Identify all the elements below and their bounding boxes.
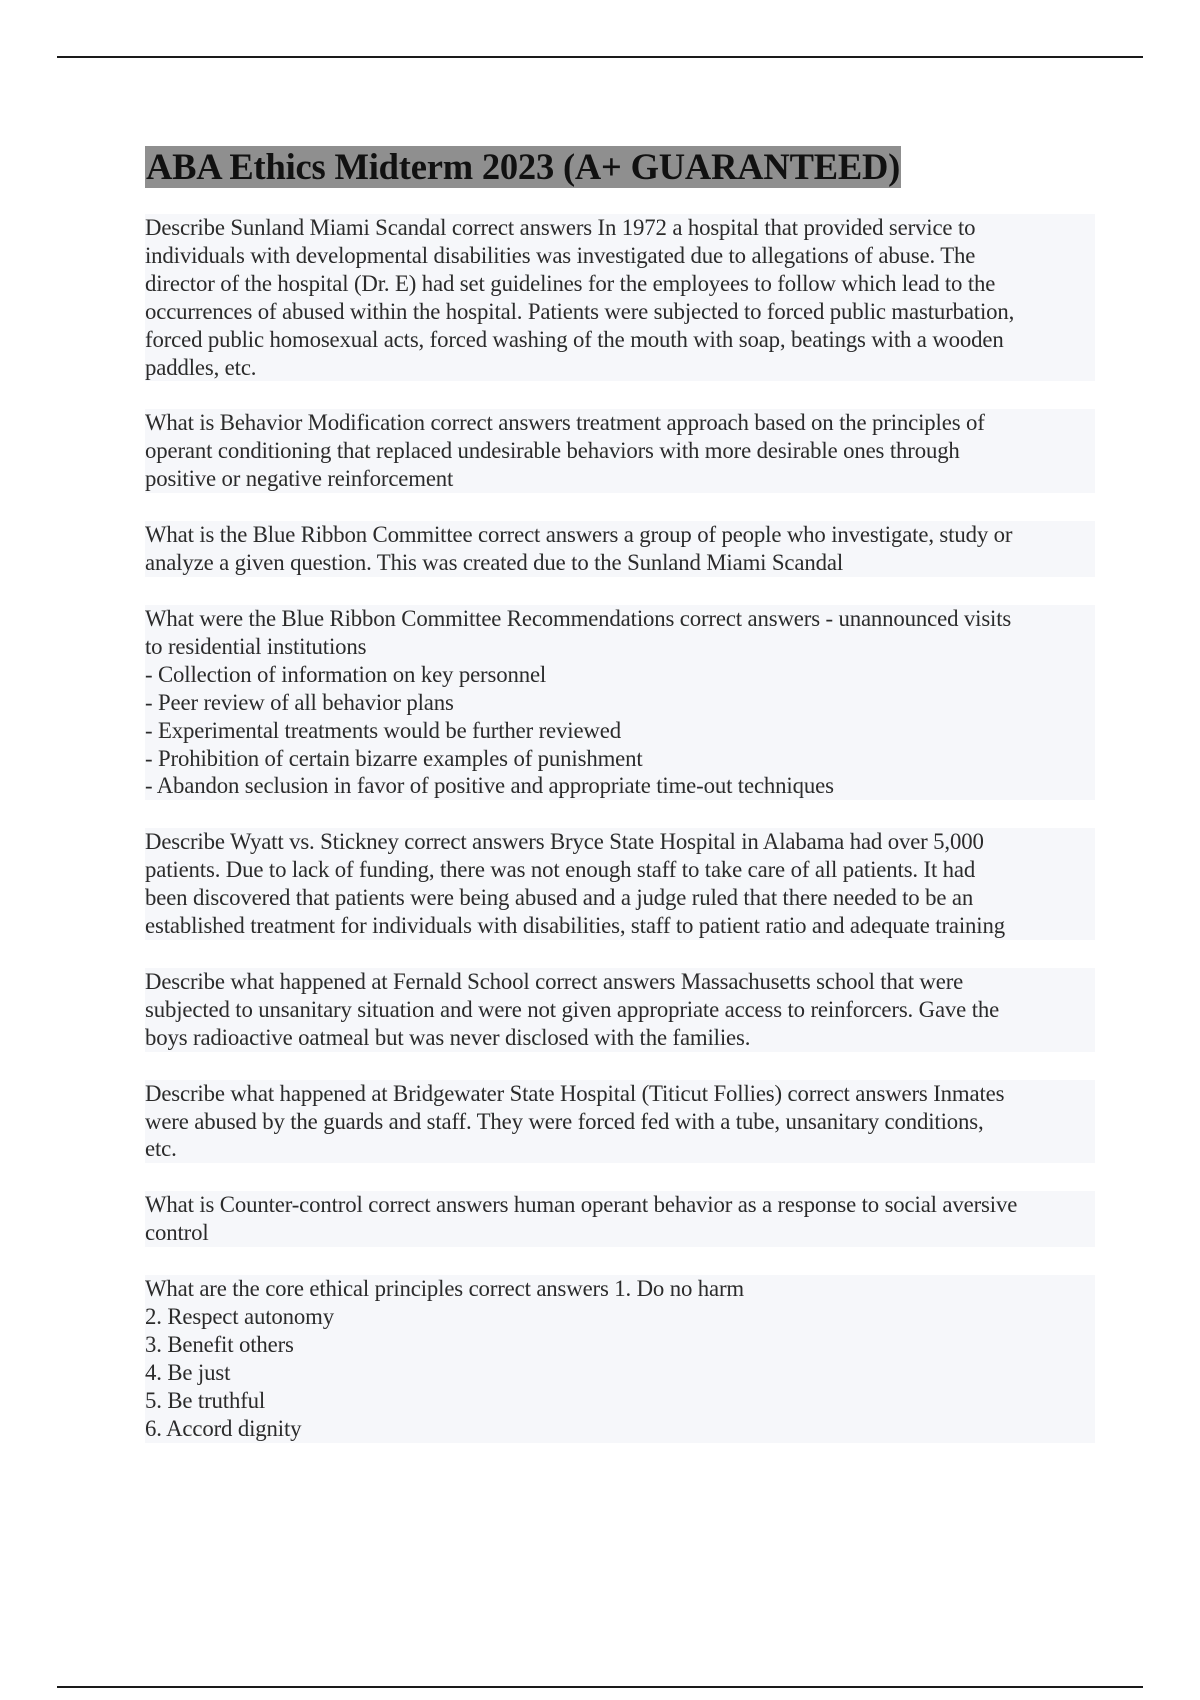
qa-text-line: What is Behavior Modification correct answers treatment approach based on the principles of <box>145 410 985 436</box>
qa-text-line: boys radioactive oatmeal but was never disclosed with the families. <box>145 1024 751 1050</box>
document-body <box>145 146 1095 1471</box>
qa-text-line: paddles, etc. <box>145 354 257 380</box>
document-title: ABA Ethics Midterm 2023 (A+ GUARANTEED) <box>146 146 901 187</box>
qa-text-line: 5. Be truthful <box>145 1387 266 1413</box>
qa-text-line: individuals with developmental disabilities was investigated due to allegations of abuse. The <box>145 242 976 268</box>
qa-entry <box>145 521 1095 577</box>
qa-text-line: etc. <box>145 1136 177 1162</box>
qa-text-line: Describe what happened at Fernald School correct answers Massachusetts school that were <box>145 968 964 994</box>
qa-text-line: Describe what happened at Bridgewater State Hospital (Titicut Follies) correct answers Inmates <box>145 1080 1005 1106</box>
qa-text-line: Describe Wyatt vs. Stickney correct answers Bryce State Hospital in Alabama had over 5,000 <box>145 829 984 855</box>
qa-entry <box>145 1080 1095 1164</box>
qa-text-line: 2. Respect autonomy <box>145 1304 334 1330</box>
qa-entry <box>145 968 1095 1052</box>
qa-entry <box>145 214 1095 381</box>
top-rule <box>57 56 1143 58</box>
qa-entry <box>145 409 1095 493</box>
qa-text-line: 6. Accord dignity <box>145 1415 302 1441</box>
qa-text-line: 3. Benefit others <box>145 1332 294 1357</box>
qa-entry <box>145 1275 1095 1442</box>
qa-list <box>145 214 1095 1443</box>
qa-text-line: - Collection of information on key personnel <box>145 661 547 687</box>
qa-text-line: - Experimental treatments would be further reviewed <box>145 717 621 743</box>
qa-entry <box>145 828 1095 940</box>
qa-text-line: occurrences of abused within the hospital. Patients were subjected to forced public masturbation, <box>145 298 1015 324</box>
qa-text-line: What are the core ethical principles correct answers 1. Do no harm <box>145 1276 745 1302</box>
qa-text-line: - Prohibition of certain bizarre examples of punishment <box>145 745 643 771</box>
qa-text-line: patients. Due to lack of funding, there was not enough staff to take care of all patients. It had <box>145 857 976 883</box>
qa-text-line: positive or negative reinforcement <box>145 466 454 492</box>
qa-text-line: - Peer review of all behavior plans <box>145 689 454 715</box>
qa-text-line: analyze a given question. This was created due to the Sunland Miami Scandal <box>145 550 844 576</box>
qa-text-line: control <box>145 1220 209 1246</box>
bottom-rule <box>57 1686 1143 1688</box>
qa-entry <box>145 1191 1095 1247</box>
qa-text-line: operant conditioning that replaced undesirable behaviors with more desirable ones through <box>145 438 960 464</box>
qa-text-line: What is Counter-control correct answers human operant behavior as a response to social aversive <box>145 1192 1018 1218</box>
qa-text-line: been discovered that patients were being abused and a judge ruled that there needed to be an <box>145 885 974 911</box>
qa-text-line: director of the hospital (Dr. E) had set guidelines for the employees to follow which lead to the <box>145 270 996 296</box>
qa-text-line: forced public homosexual acts, forced washing of the mouth with soap, beatings with a wooden <box>145 326 1004 352</box>
qa-text-line: established treatment for individuals with disabilities, staff to patient ratio and adequate training <box>145 913 1005 939</box>
qa-text-line: What were the Blue Ribbon Committee Recommendations correct answers - unannounced visits <box>145 605 1012 631</box>
qa-text-line: were abused by the guards and staff. They were forced fed with a tube, unsanitary conditions, <box>145 1108 984 1134</box>
qa-text-line: 4. Be just <box>145 1359 231 1385</box>
qa-text-line: subjected to unsanitary situation and were not given appropriate access to reinforcers. Gave the <box>145 996 1000 1022</box>
qa-entry <box>145 605 1095 800</box>
qa-text-line: to residential institutions <box>145 633 367 659</box>
qa-text-line: - Abandon seclusion in favor of positive and appropriate time-out techniques <box>145 773 834 799</box>
qa-text-line: Describe Sunland Miami Scandal correct answers In 1972 a hospital that provided service to <box>145 215 976 240</box>
qa-text-line: What is the Blue Ribbon Committee correct answers a group of people who investigate, study or <box>145 522 1013 548</box>
